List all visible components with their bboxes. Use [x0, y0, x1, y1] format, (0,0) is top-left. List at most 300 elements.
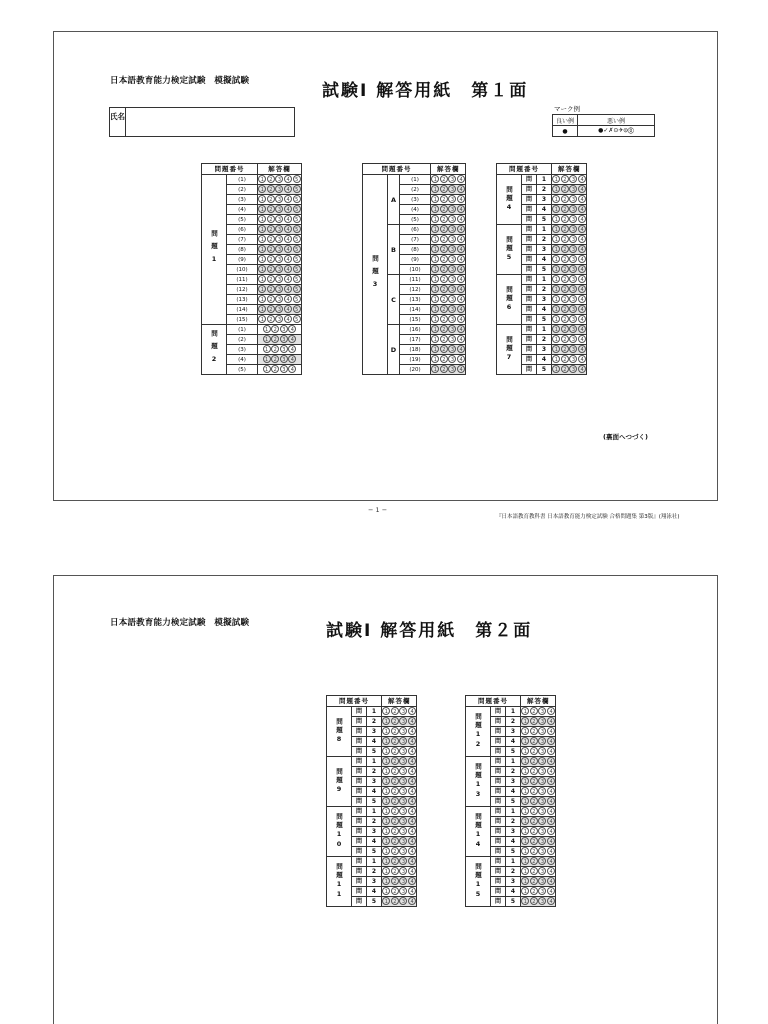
answer-bubble[interactable]: 4: [457, 215, 465, 223]
answer-bubble[interactable]: 2: [530, 867, 538, 875]
answer-bubble[interactable]: 4: [284, 285, 292, 293]
answer-bubble[interactable]: 3: [538, 797, 546, 805]
answer-bubble[interactable]: 2: [530, 857, 538, 865]
answer-bubble[interactable]: 1: [382, 747, 390, 755]
answer-bubble[interactable]: 1: [382, 867, 390, 875]
answer-bubble[interactable]: 1: [521, 837, 529, 845]
answer-bubble[interactable]: 1: [521, 767, 529, 775]
answer-bubble[interactable]: 1: [431, 195, 439, 203]
answer-bubble[interactable]: 2: [440, 195, 448, 203]
answer-bubble[interactable]: 1: [258, 225, 266, 233]
answer-bubble[interactable]: 3: [569, 265, 577, 273]
answer-bubble[interactable]: 2: [530, 717, 538, 725]
answer-bubble[interactable]: 4: [408, 717, 416, 725]
answer-bubble[interactable]: 2: [267, 245, 275, 253]
answer-bubble[interactable]: 4: [408, 897, 416, 905]
answer-bubble[interactable]: 1: [258, 185, 266, 193]
answer-bubble[interactable]: 1: [552, 195, 560, 203]
answer-bubble[interactable]: 2: [271, 355, 279, 363]
answer-bubble[interactable]: 1: [521, 707, 529, 715]
answer-bubble[interactable]: 3: [275, 205, 283, 213]
answer-bubble[interactable]: 3: [448, 355, 456, 363]
answer-bubble[interactable]: 4: [284, 205, 292, 213]
answer-bubble[interactable]: 3: [448, 275, 456, 283]
answer-bubble[interactable]: 2: [267, 275, 275, 283]
answer-bubble[interactable]: 4: [457, 235, 465, 243]
answer-bubble[interactable]: 4: [284, 225, 292, 233]
answer-bubble[interactable]: 3: [448, 365, 456, 373]
answer-bubble[interactable]: 1: [382, 847, 390, 855]
answer-bubble[interactable]: 1: [382, 827, 390, 835]
answer-bubble[interactable]: 3: [538, 867, 546, 875]
answer-bubble[interactable]: 3: [399, 787, 407, 795]
answer-bubble[interactable]: 4: [408, 877, 416, 885]
answer-bubble[interactable]: 3: [569, 335, 577, 343]
answer-bubble[interactable]: 2: [530, 887, 538, 895]
answer-bubble[interactable]: 2: [561, 365, 569, 373]
answer-bubble[interactable]: 4: [547, 747, 555, 755]
answer-bubble[interactable]: 3: [569, 295, 577, 303]
answer-bubble[interactable]: 2: [440, 215, 448, 223]
answer-bubble[interactable]: 3: [275, 275, 283, 283]
answer-bubble[interactable]: 1: [552, 285, 560, 293]
answer-bubble[interactable]: 2: [561, 275, 569, 283]
answer-bubble[interactable]: 2: [271, 365, 279, 373]
answer-bubble[interactable]: 5: [293, 295, 301, 303]
answer-bubble[interactable]: 4: [547, 887, 555, 895]
answer-bubble[interactable]: 4: [457, 305, 465, 313]
answer-bubble[interactable]: 1: [431, 265, 439, 273]
answer-bubble[interactable]: 4: [284, 315, 292, 323]
answer-bubble[interactable]: 4: [408, 767, 416, 775]
answer-bubble[interactable]: 4: [457, 315, 465, 323]
answer-bubble[interactable]: 3: [399, 797, 407, 805]
answer-bubble[interactable]: 3: [275, 195, 283, 203]
answer-bubble[interactable]: 2: [271, 345, 279, 353]
answer-bubble[interactable]: 2: [267, 295, 275, 303]
answer-bubble[interactable]: 4: [457, 325, 465, 333]
answer-bubble[interactable]: 3: [448, 285, 456, 293]
answer-bubble[interactable]: 3: [538, 847, 546, 855]
answer-bubble[interactable]: 4: [547, 797, 555, 805]
answer-bubble[interactable]: 3: [280, 345, 288, 353]
answer-bubble[interactable]: 4: [578, 225, 586, 233]
answer-bubble[interactable]: 1: [382, 857, 390, 865]
answer-bubble[interactable]: 3: [275, 265, 283, 273]
answer-bubble[interactable]: 2: [530, 817, 538, 825]
answer-bubble[interactable]: 1: [431, 345, 439, 353]
answer-bubble[interactable]: 2: [530, 747, 538, 755]
answer-bubble[interactable]: 1: [382, 717, 390, 725]
answer-bubble[interactable]: 1: [382, 877, 390, 885]
answer-bubble[interactable]: 4: [284, 275, 292, 283]
answer-bubble[interactable]: 3: [399, 867, 407, 875]
answer-bubble[interactable]: 4: [578, 195, 586, 203]
answer-bubble[interactable]: 2: [440, 255, 448, 263]
answer-bubble[interactable]: 1: [521, 787, 529, 795]
answer-bubble[interactable]: 2: [440, 225, 448, 233]
answer-bubble[interactable]: 1: [521, 847, 529, 855]
answer-bubble[interactable]: 5: [293, 205, 301, 213]
answer-bubble[interactable]: 3: [538, 807, 546, 815]
answer-bubble[interactable]: 3: [569, 355, 577, 363]
answer-bubble[interactable]: 2: [561, 285, 569, 293]
answer-bubble[interactable]: 3: [399, 807, 407, 815]
answer-bubble[interactable]: 1: [258, 175, 266, 183]
answer-bubble[interactable]: 4: [408, 827, 416, 835]
answer-bubble[interactable]: 3: [538, 757, 546, 765]
answer-bubble[interactable]: 3: [538, 777, 546, 785]
answer-bubble[interactable]: 1: [431, 295, 439, 303]
answer-bubble[interactable]: 3: [275, 175, 283, 183]
answer-bubble[interactable]: 2: [561, 245, 569, 253]
answer-bubble[interactable]: 3: [275, 225, 283, 233]
answer-bubble[interactable]: 2: [561, 185, 569, 193]
answer-bubble[interactable]: 4: [547, 777, 555, 785]
answer-bubble[interactable]: 4: [547, 817, 555, 825]
answer-bubble[interactable]: 4: [578, 205, 586, 213]
answer-bubble[interactable]: 5: [293, 185, 301, 193]
answer-bubble[interactable]: 3: [275, 245, 283, 253]
answer-bubble[interactable]: 1: [258, 235, 266, 243]
answer-bubble[interactable]: 3: [448, 195, 456, 203]
answer-bubble[interactable]: 2: [391, 757, 399, 765]
answer-bubble[interactable]: 1: [521, 897, 529, 905]
answer-bubble[interactable]: 2: [561, 225, 569, 233]
answer-bubble[interactable]: 4: [547, 717, 555, 725]
answer-bubble[interactable]: 3: [448, 235, 456, 243]
answer-bubble[interactable]: 3: [399, 737, 407, 745]
answer-bubble[interactable]: 2: [391, 877, 399, 885]
answer-bubble[interactable]: 3: [448, 175, 456, 183]
answer-bubble[interactable]: 1: [521, 827, 529, 835]
answer-bubble[interactable]: 3: [569, 275, 577, 283]
answer-bubble[interactable]: 3: [275, 305, 283, 313]
answer-bubble[interactable]: 3: [538, 857, 546, 865]
answer-bubble[interactable]: 1: [258, 255, 266, 263]
answer-bubble[interactable]: 3: [399, 757, 407, 765]
answer-bubble[interactable]: 3: [538, 787, 546, 795]
answer-bubble[interactable]: 3: [275, 215, 283, 223]
answer-bubble[interactable]: 2: [530, 897, 538, 905]
answer-bubble[interactable]: 1: [552, 295, 560, 303]
answer-bubble[interactable]: 3: [569, 255, 577, 263]
answer-bubble[interactable]: 1: [552, 175, 560, 183]
answer-bubble[interactable]: 1: [431, 175, 439, 183]
answer-bubble[interactable]: 2: [267, 175, 275, 183]
answer-bubble[interactable]: 2: [530, 777, 538, 785]
answer-bubble[interactable]: 3: [275, 185, 283, 193]
answer-bubble[interactable]: 4: [408, 707, 416, 715]
name-field[interactable]: [109, 107, 295, 137]
answer-bubble[interactable]: 3: [569, 205, 577, 213]
answer-bubble[interactable]: 5: [293, 305, 301, 313]
answer-bubble[interactable]: 1: [382, 887, 390, 895]
answer-bubble[interactable]: 4: [284, 215, 292, 223]
answer-bubble[interactable]: 4: [284, 195, 292, 203]
answer-bubble[interactable]: 1: [552, 205, 560, 213]
answer-bubble[interactable]: 4: [457, 275, 465, 283]
answer-bubble[interactable]: 4: [457, 225, 465, 233]
answer-bubble[interactable]: 2: [440, 275, 448, 283]
answer-bubble[interactable]: 5: [293, 285, 301, 293]
answer-bubble[interactable]: 2: [561, 315, 569, 323]
answer-bubble[interactable]: 4: [578, 245, 586, 253]
answer-bubble[interactable]: 4: [408, 747, 416, 755]
answer-bubble[interactable]: 1: [258, 285, 266, 293]
answer-bubble[interactable]: 1: [258, 195, 266, 203]
answer-bubble[interactable]: 1: [431, 255, 439, 263]
answer-bubble[interactable]: 1: [263, 335, 271, 343]
answer-bubble[interactable]: 4: [578, 285, 586, 293]
answer-bubble[interactable]: 2: [561, 355, 569, 363]
answer-bubble[interactable]: 3: [399, 707, 407, 715]
answer-bubble[interactable]: 1: [521, 807, 529, 815]
answer-bubble[interactable]: 4: [578, 185, 586, 193]
answer-bubble[interactable]: 2: [271, 325, 279, 333]
answer-bubble[interactable]: 2: [440, 265, 448, 273]
answer-bubble[interactable]: 2: [530, 797, 538, 805]
answer-bubble[interactable]: 4: [578, 315, 586, 323]
answer-bubble[interactable]: 1: [431, 275, 439, 283]
answer-bubble[interactable]: 2: [267, 305, 275, 313]
answer-bubble[interactable]: 3: [538, 827, 546, 835]
answer-bubble[interactable]: 2: [391, 707, 399, 715]
answer-bubble[interactable]: 1: [382, 837, 390, 845]
answer-bubble[interactable]: 2: [267, 315, 275, 323]
answer-bubble[interactable]: 2: [561, 205, 569, 213]
answer-bubble[interactable]: 3: [275, 295, 283, 303]
answer-bubble[interactable]: 4: [288, 365, 296, 373]
answer-bubble[interactable]: 2: [267, 215, 275, 223]
answer-bubble[interactable]: 2: [561, 325, 569, 333]
answer-bubble[interactable]: 2: [561, 195, 569, 203]
answer-bubble[interactable]: 3: [569, 175, 577, 183]
answer-bubble[interactable]: 3: [399, 717, 407, 725]
answer-bubble[interactable]: 4: [457, 345, 465, 353]
answer-bubble[interactable]: 4: [408, 887, 416, 895]
answer-bubble[interactable]: 4: [578, 345, 586, 353]
answer-bubble[interactable]: 2: [561, 255, 569, 263]
answer-bubble[interactable]: 3: [569, 245, 577, 253]
answer-bubble[interactable]: 4: [284, 245, 292, 253]
answer-bubble[interactable]: 2: [267, 265, 275, 273]
answer-bubble[interactable]: 4: [288, 325, 296, 333]
answer-bubble[interactable]: 2: [561, 235, 569, 243]
answer-bubble[interactable]: 3: [569, 235, 577, 243]
answer-bubble[interactable]: 2: [440, 365, 448, 373]
answer-bubble[interactable]: 1: [258, 275, 266, 283]
answer-bubble[interactable]: 2: [530, 847, 538, 855]
answer-bubble[interactable]: 4: [578, 365, 586, 373]
answer-bubble[interactable]: 2: [561, 335, 569, 343]
answer-bubble[interactable]: 5: [293, 315, 301, 323]
answer-bubble[interactable]: 4: [547, 897, 555, 905]
answer-bubble[interactable]: 4: [457, 255, 465, 263]
answer-bubble[interactable]: 2: [440, 345, 448, 353]
answer-bubble[interactable]: 4: [547, 837, 555, 845]
answer-bubble[interactable]: 2: [440, 245, 448, 253]
answer-bubble[interactable]: 3: [280, 335, 288, 343]
answer-bubble[interactable]: 3: [275, 285, 283, 293]
answer-bubble[interactable]: 2: [267, 195, 275, 203]
answer-bubble[interactable]: 2: [561, 215, 569, 223]
answer-bubble[interactable]: 4: [547, 857, 555, 865]
answer-bubble[interactable]: 4: [578, 355, 586, 363]
answer-bubble[interactable]: 1: [382, 817, 390, 825]
answer-bubble[interactable]: 2: [440, 185, 448, 193]
answer-bubble[interactable]: 4: [578, 295, 586, 303]
answer-bubble[interactable]: 2: [267, 205, 275, 213]
answer-bubble[interactable]: 3: [538, 737, 546, 745]
answer-bubble[interactable]: 4: [408, 857, 416, 865]
answer-bubble[interactable]: 1: [521, 857, 529, 865]
answer-bubble[interactable]: 1: [521, 777, 529, 785]
answer-bubble[interactable]: 1: [258, 295, 266, 303]
answer-bubble[interactable]: 3: [275, 255, 283, 263]
answer-bubble[interactable]: 4: [578, 325, 586, 333]
answer-bubble[interactable]: 3: [399, 887, 407, 895]
answer-bubble[interactable]: 1: [431, 365, 439, 373]
answer-bubble[interactable]: 3: [569, 225, 577, 233]
answer-bubble[interactable]: 4: [288, 355, 296, 363]
answer-bubble[interactable]: 3: [399, 857, 407, 865]
answer-bubble[interactable]: 5: [293, 175, 301, 183]
answer-bubble[interactable]: 3: [448, 265, 456, 273]
answer-bubble[interactable]: 1: [382, 707, 390, 715]
answer-bubble[interactable]: 2: [530, 787, 538, 795]
answer-bubble[interactable]: 1: [431, 215, 439, 223]
answer-bubble[interactable]: 4: [408, 727, 416, 735]
answer-bubble[interactable]: 1: [431, 325, 439, 333]
answer-bubble[interactable]: 2: [530, 807, 538, 815]
answer-bubble[interactable]: 4: [408, 777, 416, 785]
answer-bubble[interactable]: 1: [382, 787, 390, 795]
answer-bubble[interactable]: 2: [391, 777, 399, 785]
answer-bubble[interactable]: 1: [552, 365, 560, 373]
answer-bubble[interactable]: 4: [457, 175, 465, 183]
answer-bubble[interactable]: 1: [552, 265, 560, 273]
answer-bubble[interactable]: 2: [561, 265, 569, 273]
answer-bubble[interactable]: 3: [538, 727, 546, 735]
answer-bubble[interactable]: 2: [530, 837, 538, 845]
answer-bubble[interactable]: 3: [538, 707, 546, 715]
answer-bubble[interactable]: 3: [399, 847, 407, 855]
answer-bubble[interactable]: 2: [391, 747, 399, 755]
answer-bubble[interactable]: 4: [547, 827, 555, 835]
answer-bubble[interactable]: 2: [391, 787, 399, 795]
answer-bubble[interactable]: 3: [448, 245, 456, 253]
answer-bubble[interactable]: 4: [457, 285, 465, 293]
answer-bubble[interactable]: 4: [408, 787, 416, 795]
answer-bubble[interactable]: 1: [521, 757, 529, 765]
answer-bubble[interactable]: 3: [399, 877, 407, 885]
answer-bubble[interactable]: 4: [547, 867, 555, 875]
answer-bubble[interactable]: 1: [521, 727, 529, 735]
answer-bubble[interactable]: 1: [382, 737, 390, 745]
answer-bubble[interactable]: 3: [538, 747, 546, 755]
answer-bubble[interactable]: 3: [448, 205, 456, 213]
answer-bubble[interactable]: 3: [448, 335, 456, 343]
answer-bubble[interactable]: 3: [399, 777, 407, 785]
answer-bubble[interactable]: 3: [538, 887, 546, 895]
answer-bubble[interactable]: 3: [538, 817, 546, 825]
answer-bubble[interactable]: 1: [552, 315, 560, 323]
answer-bubble[interactable]: 2: [391, 847, 399, 855]
answer-bubble[interactable]: 4: [408, 807, 416, 815]
answer-bubble[interactable]: 1: [258, 265, 266, 273]
answer-bubble[interactable]: 1: [431, 225, 439, 233]
answer-bubble[interactable]: 3: [280, 325, 288, 333]
answer-bubble[interactable]: 1: [258, 205, 266, 213]
answer-bubble[interactable]: 3: [448, 255, 456, 263]
answer-bubble[interactable]: 2: [561, 305, 569, 313]
answer-bubble[interactable]: 4: [578, 235, 586, 243]
answer-bubble[interactable]: 2: [391, 837, 399, 845]
answer-bubble[interactable]: 5: [293, 235, 301, 243]
answer-bubble[interactable]: 3: [538, 877, 546, 885]
answer-bubble[interactable]: 4: [578, 215, 586, 223]
answer-bubble[interactable]: 4: [547, 727, 555, 735]
answer-bubble[interactable]: 1: [382, 727, 390, 735]
answer-bubble[interactable]: 1: [431, 185, 439, 193]
answer-bubble[interactable]: 2: [391, 807, 399, 815]
answer-bubble[interactable]: 4: [457, 245, 465, 253]
answer-bubble[interactable]: 3: [275, 235, 283, 243]
answer-bubble[interactable]: 4: [457, 365, 465, 373]
answer-bubble[interactable]: 4: [284, 255, 292, 263]
answer-bubble[interactable]: 2: [561, 345, 569, 353]
answer-bubble[interactable]: 2: [391, 867, 399, 875]
answer-bubble[interactable]: 2: [440, 325, 448, 333]
answer-bubble[interactable]: 3: [448, 305, 456, 313]
answer-bubble[interactable]: 1: [431, 315, 439, 323]
answer-bubble[interactable]: 3: [399, 837, 407, 845]
answer-bubble[interactable]: 1: [521, 737, 529, 745]
answer-bubble[interactable]: 5: [293, 275, 301, 283]
answer-bubble[interactable]: 1: [382, 897, 390, 905]
answer-bubble[interactable]: 2: [391, 797, 399, 805]
answer-bubble[interactable]: 4: [578, 255, 586, 263]
answer-bubble[interactable]: 1: [521, 717, 529, 725]
answer-bubble[interactable]: 5: [293, 195, 301, 203]
answer-bubble[interactable]: 2: [391, 887, 399, 895]
answer-bubble[interactable]: 3: [448, 345, 456, 353]
answer-bubble[interactable]: 3: [280, 365, 288, 373]
answer-bubble[interactable]: 4: [408, 847, 416, 855]
answer-bubble[interactable]: 2: [391, 767, 399, 775]
answer-bubble[interactable]: 3: [569, 345, 577, 353]
answer-bubble[interactable]: 3: [569, 305, 577, 313]
answer-bubble[interactable]: 1: [552, 255, 560, 263]
answer-bubble[interactable]: 1: [258, 245, 266, 253]
answer-bubble[interactable]: 4: [547, 737, 555, 745]
answer-bubble[interactable]: 2: [561, 175, 569, 183]
answer-bubble[interactable]: 4: [457, 335, 465, 343]
answer-bubble[interactable]: 3: [538, 897, 546, 905]
answer-bubble[interactable]: 3: [448, 325, 456, 333]
answer-bubble[interactable]: 3: [448, 295, 456, 303]
answer-bubble[interactable]: 4: [547, 877, 555, 885]
answer-bubble[interactable]: 1: [431, 305, 439, 313]
answer-bubble[interactable]: 1: [382, 807, 390, 815]
answer-bubble[interactable]: 1: [552, 305, 560, 313]
answer-bubble[interactable]: 2: [267, 225, 275, 233]
answer-bubble[interactable]: 2: [530, 737, 538, 745]
answer-bubble[interactable]: 3: [569, 365, 577, 373]
answer-bubble[interactable]: 4: [578, 175, 586, 183]
answer-bubble[interactable]: 2: [440, 305, 448, 313]
